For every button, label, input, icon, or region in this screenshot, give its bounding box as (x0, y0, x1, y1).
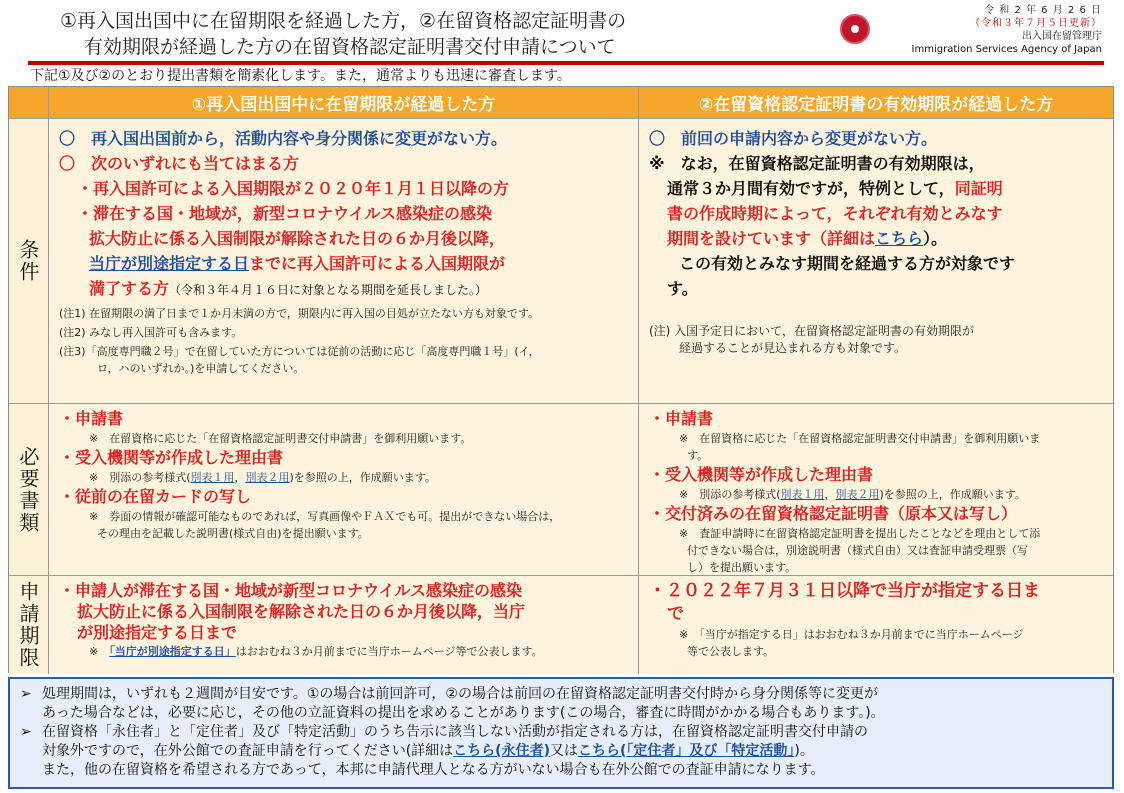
cond2-line7: す。 (667, 279, 698, 298)
cond1-line3: ・再入国許可による入国期限が２０２０年１月１日以降の方 (77, 179, 510, 198)
cond2-line2: ※ なお，在留資格認定証明書の有効期限は， (649, 154, 985, 173)
issue-date: 令 和 2 年 6 月 2 6 日 (984, 5, 1102, 16)
cond1-line5: 拡大防止に係る入国制限が解除された日の６か月後以降， (89, 229, 506, 248)
doc1-item3-note: ※ 券面の情報が確認可能なものであれば，写真画像やＦＡＸでも可。提出ができない場合は， (89, 510, 561, 523)
doc2-item2-note: ※ 別添の参考様式(別表１用，別表２用)を参照の上，作成願います。 (679, 488, 1026, 501)
doc1-item3: ・従前の在留カードの写し (59, 487, 252, 506)
permanent-resident-link[interactable]: こちら(永住者) (453, 743, 550, 759)
row-label-conditions-text: 条件 (16, 239, 40, 283)
row-label-conditions (9, 119, 49, 404)
cond1-note3: (注3)「高度専門職２号」で在留していた方については従前の活動に応じ「高度専門職１号」(イ， (59, 345, 540, 358)
document-title (60, 8, 780, 60)
update-date: （令和３年７月５日更新） (970, 18, 1102, 29)
doc1-item1-note: ※ 在留資格に応じた「在留資格認定証明書交付申請書」を御利用願います。 (89, 432, 472, 445)
cond2-line6: この有効とみなす期間を経過する方が対象です (679, 254, 1016, 273)
period2-note: ※ 「当庁が指定する日」はおおむね３か月前までに当庁ホームページ (679, 628, 1024, 641)
period-col2 (639, 576, 1113, 674)
row-label-documents-text: 必要書類 (16, 445, 40, 534)
doc2-item3: ・交付済みの在留資格認定証明書（原本又は写し） (649, 504, 1018, 523)
bottom-notes (8, 677, 1114, 789)
cond1-line7: 満了する方（令和３年４月１６日に対象となる期間を延長しました。） (89, 279, 488, 298)
row-label-period-text: 申請期限 (16, 581, 40, 669)
cond1-note1: (注1) 在留期限の満了日まで１か月未満の方で，期限内に再入国の目処が立たない方も対象です。 (59, 307, 539, 320)
subtitle: 下記①及び②のとおり提出書類を簡素化します。また，通常よりも迅速に審査します。 (30, 68, 571, 84)
arrow-bullet-icon: ➢ (20, 724, 32, 740)
cond1-line4: ・滞在する国・地域が，新型コロナウイルス感染症の感染 (77, 204, 493, 223)
period1-note: ※ 「当庁が別途指定する日」はおおむね３か月前までに当庁ホームページ等で公表します。 (89, 645, 543, 658)
bottom-note-2: ➢ 在留資格「永住者」と「定住者」及び「特定活動」のうち告示に該当しない活動が指定される方は，在留資格認定証明書交付申請の 対象外ですので，在外公館での査証申請を行ってください(詳細はこちら(永住者)又はこちら(「定住者」及び「特定活動」)。 また，他の在留資格を希望される方であって，本邦に申請代理人となる方がいない場合も在外公館での査証申請になります。 (20, 724, 868, 778)
doc2-item1: ・申請書 (649, 409, 714, 428)
cond1-note2: (注2) みなし再入国許可も含みます。 (59, 326, 243, 339)
info-table (8, 86, 1114, 673)
column-header-2: ②在留資格認定証明書の有効期限が経過した方 (639, 87, 1113, 119)
period2-line2: で (667, 604, 684, 624)
doc2-item2: ・受入機関等が作成した理由書 (649, 465, 874, 484)
period1-line3: が別途指定する日まで (77, 623, 238, 642)
designated-date-link-2[interactable]: 「当庁が別途指定する日」 (109, 645, 236, 658)
period2-line1: ・２０２２年７月３１日以降で当庁が指定する日ま (649, 581, 1040, 601)
documents-col1 (49, 404, 639, 576)
cond1-note3b: ロ，ハのいずれか。)を申請してください。 (97, 362, 305, 375)
cond1-line1: 〇 再入国出国前から，活動内容や身分関係に変更がない方。 (59, 129, 508, 148)
cond2-note1: (注) 入国予定日において，在留資格認定証明書の有効期限が (649, 324, 974, 338)
agency-name (912, 30, 1102, 56)
column-header-1: ①再入国出国中に在留期限が経過した方 (49, 87, 639, 119)
conditions-col1 (49, 119, 639, 404)
title-line-2: 有効期限が経過した方の在留資格認定証明書交付申請について (84, 36, 616, 58)
period-col1 (49, 576, 639, 674)
conditions-col2 (639, 119, 1113, 404)
doc1-item2: ・受入機関等が作成した理由書 (59, 448, 284, 467)
table-corner (9, 87, 49, 119)
long-term-resident-link[interactable]: こちら(「定住者」及び「特定活動」 (577, 743, 795, 759)
doc2-item3-note: ※ 査証申請時に在留資格認定証明書を提出したことなどを理由として添 (679, 527, 1041, 540)
doc2-item1-note-b: す。 (687, 449, 709, 462)
form-table2-link-2[interactable]: 別表２用 (835, 488, 880, 501)
period2-note-b: 等で公表します。 (687, 645, 775, 658)
documents-col2 (639, 404, 1113, 576)
designated-date-link[interactable]: 当庁が別途指定する日 (89, 254, 250, 273)
form-table1-link-2[interactable]: 別表１用 (780, 488, 825, 501)
agency-name-jp: 出入国在留管理庁 (1022, 31, 1102, 42)
details-link[interactable]: こちら (875, 229, 924, 248)
cond1-line6: 当庁が別途指定する日までに再入国許可による入国期限が (89, 254, 506, 273)
cond2-line4: 書の作成時期によって，それぞれ有効とみなす (667, 204, 1003, 223)
agency-logo-icon (840, 14, 870, 44)
row-label-period (9, 576, 49, 674)
title-line-1: ①再入国出国中に在留期限を経過した方，②在留資格認定証明書の (60, 10, 627, 32)
arrow-bullet-icon: ➢ (20, 686, 32, 702)
doc2-item3-note-c: し）を提出願います。 (687, 561, 797, 574)
doc2-item1-note: ※ 在留資格に応じた「在留資格認定証明書交付申請書」を御利用願いま (679, 432, 1041, 445)
cond2-line5: 期間を設けています（詳細はこちら）。 (667, 229, 948, 248)
doc1-item1: ・申請書 (59, 409, 124, 428)
form-table1-link[interactable]: 別表１用 (190, 471, 235, 484)
doc1-item3-note-b: その理由を記載した説明書(様式自由)を提出願います。 (97, 527, 369, 540)
cond2-note1b: 経過することが見込まれる方も対象です。 (679, 341, 907, 355)
row-label-documents (9, 404, 49, 576)
doc2-item3-note-b: 付できない場合は，別途説明書（様式自由）又は査証申請受理票（写 (687, 544, 1028, 557)
form-table2-link[interactable]: 別表２用 (245, 471, 290, 484)
doc1-item2-note: ※ 別添の参考様式(別表１用，別表２用)を参照の上，作成願います。 (89, 471, 436, 484)
period1-line2: 拡大防止に係る入国制限を解除された日の６か月後以降，当庁 (77, 602, 526, 621)
cond2-line1: 〇 前回の申請内容から変更がない方。 (649, 129, 938, 148)
bottom-note-1: ➢ 処理期間は，いずれも２週間が目安です。①の場合は前回許可，②の場合は前回の在留資格認定証明書交付時から身分関係等に変更が あった場合などは，必要に応じ，その他の立証資料の提出を求めることがあります(この場合，審査に時間がかかる場合もあります。)。 (20, 686, 885, 721)
header-rule (28, 61, 1104, 65)
cond1-line2: 〇 次のいずれにも当てはまる方 (59, 154, 300, 173)
agency-name-en: Immigration Services Agency of Japan (911, 44, 1102, 55)
cond2-line3: 通常３か月間有効ですが，特例として，同証明 (667, 179, 1003, 198)
period1-line1: ・申請人が滞在する国・地域が新型コロナウイルス感染症の感染 (59, 581, 523, 600)
date-block (970, 4, 1102, 30)
